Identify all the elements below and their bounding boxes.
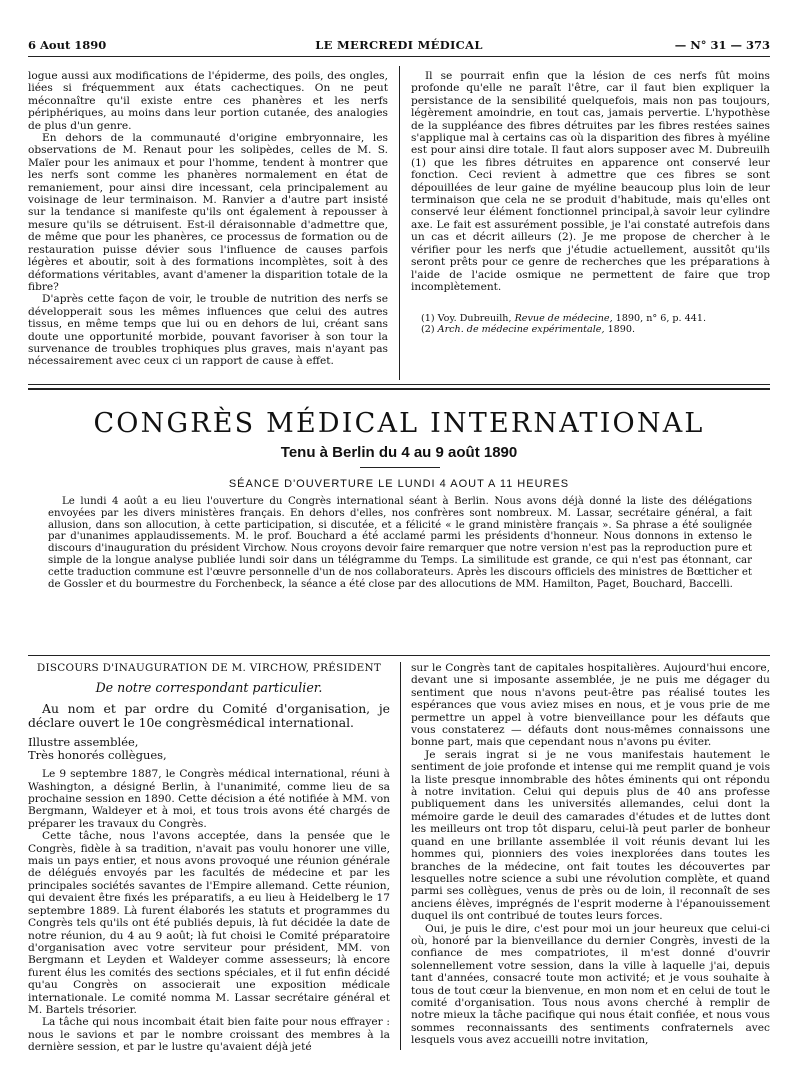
intro-paragraph: Le lundi 4 août a eu lieu l'ouverture du Congrès international séant à Berlin. Nous avons déjà donné la liste des délégations envoyées par les divers ministères français. En dehors d'elles, nos confrères sont nombreux. M. Lassar, secrétaire général, a fait allusion, dans son allocution, à cette participation, si discutée, et a félicité « le grand ministère français ». Sa phrase a été soulignée par d'unanimes applaudissements. M. le prof. Bouchard a été acclamé parmi les présidents d'honneur. Nous donnons in extenso le discours d'inauguration du président Virchow. Nous croyons devoir faire remarquer que notre version n'est pas la reproduction pure et simple de la longue analyse publiée lundi soir dans un télégramme du Temps. La similitude est grande, ce qui n'est pas étonnant, car cette traduction commune est l'œuvre personnelle d'un de nos collaborateurs. Après les discours officiels des ministres de Bœtticher et de Gossler et du bourmestre du Forchenbeck, la séance a été close par des allocutions de MM. Hamilton, Paget, Bouchard, Baccelli. <box>48 496 752 590</box>
congress-intro <box>48 496 752 590</box>
discourse-heading: DISCOURS D'INAUGURATION DE M. VIRCHOW, PRÉSIDENT <box>36 662 382 674</box>
correspondent-line: De notre correspondant particulier. <box>95 680 323 696</box>
intro-rule <box>28 655 770 656</box>
paragraph: Cette tâche, nous l'avons acceptée, dans la pensée que le Congrès, fidèle à sa tradition, n'avait pas voulu honorer une ville, mais un pays entier, et nous avons provoqué une réunion générale de délégués envoyés par les facultés de médecine et par les principales sociétés savantes de l'Empire allemand. Cette réunion, qui devaient être fixés les préparatifs, a eu lieu à Heidelberg le 17 septembre 1889. Là furent élaborés les statuts et programmes du Congrès tels qu'ils ont été publiés depuis, là fut décidée la date de notre réunion, du 4 au 9 août; là fut choisi le Comité préparatoire d'organisation avec votre serviteur pour président, MM. von Bergmann et Leyden et Waldeyer comme assesseurs; là encore furent élus les comités des sections spéciales, et il fut enfin décidé qu'au Congrès on associerait une exposition médicale internationale. Le comité nomma M. Lassar secrétaire général et M. Bartels trésorier. <box>28 830 390 1016</box>
header-journal-title: LE MERCREDI MÉDICAL <box>315 38 483 52</box>
left-column-top <box>28 70 388 368</box>
header-date: 6 Aout 1890 <box>28 38 107 52</box>
paragraph: Oui, je puis le dire, c'est pour moi un jour heureux que celui-ci où, honoré par la bienveillance du dernier Congrès, investi de la confiance de mes compatriotes, il m'est donné d'ouvrir solennellement votre session, dans la ville à laquelle j'ai, depuis tant d'années, consacré toute mon activité; et je vous souhaite à tous de tout cœur la bienvenue, en mon nom et en celui de tout le comité d'organisation. Tous nous avons cherché à remplir de notre mieux la tâche pacifique qui nous était confiée, et nous vous sommes reconnaissants des sentiments confraternels avec lesquels vous avez accueilli notre invitation, <box>411 922 770 1047</box>
right-column-top <box>411 70 770 335</box>
paragraph: Il se pourrait enfin que la lésion de ces nerfs fût moins profonde qu'elle ne paraît l'être, car il faut bien expliquer la persistance de la sensibilité quelquefois, mais non pas toujours, légèrement amoindrie, en tout cas, jamais pervertie. L'hypothèse de la suppléance des fibres détruites par les fibres restées saines s'applique mal à certains cas où la disparition des fibres à myéline est pour ainsi dire totale. Il faut alors supposer avec M. Dubreuilh (1) que les fibres détruites en apparence ont conservé leur fonction. Ceci revient à admettre que ces fibres se sont dépouillées de leur gaine de myéline beaucoup plus loin de leur terminaison que cela ne se produit d'habitude, mais qu'elles ont conservé leur élément fonctionnel principal,à savoir leur cylindre axe. Le fait est assurément possible, je l'ai constaté autrefois dans un cas et décrit ailleurs (2). Je me propose de chercher à le vérifier pour les nerfs que j'étudie actuellement, aussitôt qu'ils seront prêts pour ce genre de recherches que les préparations à l'aide de l'acide osmique ne permettent de faire que trop incomplètement. <box>411 70 770 293</box>
footnote-1: (1) Voy. Dubreuilh, Revue de médecine, 1890, n° 6, p. 441. <box>421 313 707 325</box>
paragraph: Je serais ingrat si je ne vous manifestais hautement le sentiment de joie profonde et intense qui me remplit quand je vois la liste presque innombrable des hôtes éminents qui ont répondu à notre invitation. Celui qui depuis plus de 40 ans professe publiquement dans les universités allemandes, celui dont la mémoire garde le deuil des camarades d'études et de luttes dont les meilleurs ont trop tôt disparu, celui-là peut parler de bonheur quand en une brillante assemblée il voit réunis devant lui les hommes qui, pionniers des voies inexplorées dans toutes les branches de la médecine, ont fait toutes les découvertes par lesquelles notre science a subi une révolution complète, et quand parmi ses collègues, venus de près ou de loin, il reconnaît de ses anciens élèves, imprégnés de l'esprit moderne à l'épanouissement duquel ils ont contribué de toutes leurs forces. <box>411 748 770 923</box>
title-short-rule <box>360 467 440 468</box>
paragraph: La tâche qui nous incombait était bien faite pour nous effrayer : nous le savions et par le nombre croissant des membres à la dernière session, et par le lustre qu'avaient déjà jeté <box>28 1016 390 1054</box>
running-header <box>28 38 770 54</box>
column-divider <box>399 66 400 380</box>
paragraph: logue aussi aux modifications de l'épiderme, des poils, des ongles, liées si fréquemment aux états cachectiques. On ne peut méconnaître qu'il existe entre ces phanères et les nerfs périphériques, au moins dans leur portion cutanée, des analogies de plus d'un genre. <box>28 70 388 132</box>
section-rule-bottom <box>28 388 770 390</box>
discourse-lead: Au nom et par ordre du Comité d'organisation, je déclare ouvert le 10e congrèsmédical international. <box>28 700 390 731</box>
footnotes <box>411 313 770 335</box>
right-column-bottom <box>411 662 770 1047</box>
paragraph: D'après cette façon de voir, le trouble de nutrition des nerfs se développerait sous les mêmes influences que celui des autres tissus, en même temps que lui ou en dehors de lui, créant sans doute une opportunité morbide, pouvant favoriser à son tour la survenance de troubles trophiques plus graves, mais n'ayant pas nécessairement avec ceux ci un rapport de cause à effet. <box>28 293 388 368</box>
header-page-number: — N° 31 — 373 <box>674 38 770 52</box>
column-divider <box>400 662 401 1050</box>
session-heading: SÉANCE D'OUVERTURE LE LUNDI 4 AOUT A 11 HEURES <box>228 478 570 490</box>
header-rule <box>28 56 770 57</box>
congress-subtitle: Tenu à Berlin du 4 au 9 août 1890 <box>280 444 518 461</box>
paragraph: sur le Congrès tant de capitales hospitalières. Aujourd'hui encore, devant une si imposante assemblée, je ne puis me dégager du sentiment que nous n'avons peut-être pas réalisé toutes les espérances que vous aviez mises en nous, et je vous prie de me permettre un appel à votre bienveillance pour les défauts que vous constaterez — défauts dont nous-mêmes connaissons une bonne part, mais que cependant nous n'avons pu éviter. <box>411 662 770 749</box>
greeting-line: Illustre assemblée, <box>28 735 139 750</box>
footnote-2: (2) Arch. de médecine expérimentale, 1890. <box>421 324 636 336</box>
paragraph: En dehors de la communauté d'origine embryonnaire, les observations de M. Renaut pour les solipèdes, celles de M. S. Maïer pour les animaux et pour l'homme, tendent à montrer que les nerfs sont comme les phanères normalement en état de remaniement, pour ainsi dire incessant, cela principalement au voisinage de leur terminaison. M. Ranvier a d'autre part insisté sur la tendance si manifeste qu'ils ont également à repousser à mesure qu'ils se détruisent. Est-il déraisonnable d'admettre que, de même que pour les phanères, ce processus de formation ou de restauration puisse dévier sous l'influence de causes parfois légères et aboutir, soit à des formations incomplètes, soit à des déformations véritables, avant d'amener la disparition totale de la fibre? <box>28 132 388 293</box>
greeting-line: Très honorés collègues, <box>28 748 167 763</box>
congress-title: CONGRÈS MÉDICAL INTERNATIONAL <box>93 408 705 439</box>
paragraph: Le 9 septembre 1887, le Congrès médical international, réuni à Washington, a désigné Berlin, à l'unanimité, comme lieu de sa prochaine session en 1890. Cette décision a été notifiée à MM. von Bergmann, Waldeyer et à moi, et tous trois avons été chargés de préparer les travaux du Congrès. <box>28 768 390 830</box>
section-rule-top <box>28 384 770 385</box>
left-column-bottom <box>28 662 390 1054</box>
